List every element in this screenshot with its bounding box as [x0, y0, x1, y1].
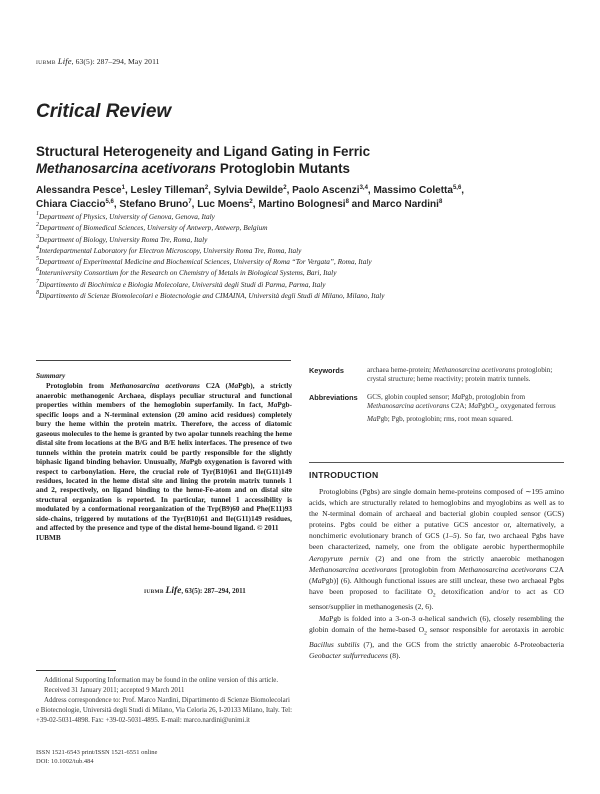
- section-type: Critical Review: [36, 101, 172, 122]
- summary-heading: Summary: [36, 371, 66, 380]
- issn: ISSN 1521-6543 print/ISSN 1521-6551 online: [36, 749, 158, 756]
- intro-paragraph-1: Protoglobins (Pgbs) are single domain heme-proteins composed of ∼195 amino acids, which are structurally related to hemoglobins and myoglobins as well as to the N-terminal domain of archaeal and bacterial globin coupled sensor (GCS) proteins. Pgbs could be either a putative GCS ancestor or, alternatively, a nonchimeric evolutionary branch of GCS (1–5). So far, two archaeal Pgbs have been characterized, namely, one from the obligate aerobic hyperthermophile Aeropyrum pernix (2) and one from the strictly anaerobic methanogen Methanosarcina acetivorans [protoglobin from Methanosarcina acetivorans C2A (MaPgb)] (6). Although functional issues are still unclear, these two archaeal Pgbs have been proposed to facilitate $O_2$ detoxification and/or to act as CO sensor/supplier in methanogenesis (2, 6).: [309, 487, 564, 612]
- author-line-1: Alessandra Pesce$^1$, Lesley Tilleman$^2$, Sylvia Dewilde$^2$, Paolo Ascenzi$^{3,4}$, Massimo Coletta$^{5,6}$,: [36, 185, 465, 196]
- abbreviations-text: GCS, globin coupled sensor; MaPgb, protoglobin from Methanosarcina acetivorans C2A; MaPgbO$_2$, oxygenated ferrous MaPgb; Pgb, protoglobin; rms, root mean squared.: [367, 392, 556, 424]
- author-affiliation-ref: 5,6: [105, 198, 114, 205]
- author-affiliation-ref: 2: [249, 198, 253, 205]
- title-line-2: [36, 160, 564, 177]
- affiliation: $^7$Dipartimento di Biochimica e Biologia Molecolare, Università degli Studi di Parma, Parma, Italy: [36, 278, 326, 289]
- author-name: Martino Bolognesi: [258, 198, 346, 210]
- author-affiliation-ref: 2: [204, 185, 209, 191]
- journal-header: [36, 56, 160, 66]
- doi: DOI: 10.1002/iub.484: [36, 757, 94, 765]
- author-affiliation-ref: 2: [283, 185, 287, 191]
- title-species: Methanosarcina acetivorans: [36, 161, 217, 176]
- author-affiliation-ref: 8: [345, 198, 349, 205]
- author-name: Paolo Ascenzi: [292, 185, 360, 196]
- author-name: Massimo Coletta: [373, 185, 453, 196]
- affiliation: $^8$Dipartimento di Scienze Biomolecolari e Biotecnologie and CIMAINA, Università degli Studi di Milano, Milano, Italy: [36, 290, 385, 301]
- affiliation: $^3$Department of Biology, University Roma Tre, Roma, Italy: [36, 233, 208, 244]
- keywords-label: Keywords: [309, 366, 344, 375]
- footnotes: [36, 676, 292, 726]
- author-affiliation-ref: 8: [438, 198, 443, 205]
- affiliation: $^2$Department of Biomedical Sciences, University of Antwerp, Antwerp, Belgium: [36, 222, 268, 233]
- author-affiliation-ref: 7: [188, 198, 192, 205]
- affiliation: $^4$Interdepartmental Laboratory for Electron Microscopy, University Roma Tre, Roma, Italy: [36, 244, 302, 255]
- title-line-1: Structural Heterogeneity and Ligand Gating in Ferric: [36, 144, 371, 159]
- author-affiliation-ref: 3,4: [359, 185, 368, 191]
- summary-section: [36, 371, 292, 542]
- author-name: Lesley Tilleman: [130, 185, 205, 196]
- copyright: © 2011: [257, 523, 279, 533]
- journal-name: IUBMB: [36, 60, 56, 66]
- footnote-received: Received 31 January 2011; accepted 9 March 2011: [44, 686, 185, 694]
- affiliation: $^6$Interuniversity Consortium for the Research on Chemistry of Metals in Biological Systems, Bari, Italy: [36, 267, 337, 278]
- summary-citation: IUBMB Life, 63(5): 287–294, 2011: [144, 586, 246, 596]
- summary-end: IUBMB: [36, 532, 61, 542]
- affiliation: $^1$Department of Physics, University of Genova, Genova, Italy: [36, 211, 215, 221]
- keywords-rule: [309, 462, 564, 463]
- journal-life: Life: [57, 56, 72, 66]
- issn-block: [36, 749, 157, 767]
- author-name: Sylvia Dewilde: [213, 185, 284, 196]
- affiliation-list: [36, 211, 576, 301]
- introduction-body: [309, 486, 564, 661]
- footnote-supporting-info: Additional Supporting Information may be found in the online version of this article.: [44, 677, 279, 684]
- introduction-heading: INTRODUCTION: [309, 470, 379, 480]
- affiliation: $^5$Department of Experimental Medicine and Biochemical Sciences, University of Roma “Tor Vergata”, Roma, Italy: [36, 256, 372, 267]
- title-rest: Protoglobin Mutants: [216, 161, 350, 176]
- author-name: Alessandra Pesce: [36, 185, 122, 196]
- article-title: [36, 143, 564, 177]
- abbreviations-label: Abbreviations: [309, 392, 358, 402]
- author-name: Chiara Ciaccio: [36, 198, 106, 210]
- author-name: Marco Nardini: [372, 198, 439, 210]
- keywords-block: [309, 366, 564, 432]
- author-name: Stefano Bruno: [119, 198, 189, 210]
- author-name: Luc Moens: [197, 198, 250, 210]
- abbreviations-row: [309, 393, 564, 425]
- author-affiliation-ref: 1: [121, 185, 125, 191]
- journal-citation: , 63(5): 287–294, May 2011: [71, 57, 160, 66]
- author-list: [36, 184, 576, 211]
- summary-text: Protoglobin from Methanosarcina acetivorans C2A (MaPgb), a strictly anaerobic methanogenic Archaea, displays peculiar structural and functional properties within members of the hemoglobin superfamily. In fact, MaPgb-specific loops and a N-terminal extension (20 amino acid residues) completely bury the heme within the protein matrix. Therefore, the access of diatomic gaseous molecules to the heme is granted by two apolar tunnels reaching the heme distal site from locations at the B/G and B/E helix interfaces. The presence of two tunnels within the protein matrix could be partly responsible for the slightly biphasic ligand binding behavior. Unusually, MaPgb oxygenation is favored with respect to carbonylation. Here, the crucial role of Tyr(B10)61 and Ile(G11)149 residues, located in the heme distal site and lining the protein matrix tunnels 1 and 2, respectively, on ligand binding to the heme-Fe-atom and on distal site structural organization is reported. In particular, tunnel 1 accessibility is modulated by a conformational reorganization of the Trp(B9)60 and Phe(E11)93 side-chains, triggered by mutations of the Tyr(B10)61 and Ile(G11)149 residues, and affected by the presence and type of the distal heme-bound ligand. © 2011: [36, 381, 292, 533]
- footnote-correspondence: Address correspondence to: Prof. Marco Nardini, Dipartimento di Scienze Biomolecolari e Biotecnologie, Università degli Studi di Milano, Via Celoria 26, I-20133 Milano, Italy. Tel: +39-02-5031-4898. Fax: +39-02-5031-4895. E-mail: marco.nardini@unimi.it: [36, 696, 292, 724]
- keywords-text: archaea heme-protein; Methanosarcina acetivorans protoglobin; crystal structure; heme reactivity; protein matrix tunnels.: [367, 366, 553, 384]
- keywords-row: [309, 366, 564, 385]
- intro-paragraph-2: MaPgb is folded into a 3-on-3 α-helical sandwich (6), closely resembling the globin domain of the heme-based $O_2$ sensor responsible for aerotaxis in aerobic Bacillus subtilis (7), and the GCS from the strictly anaerobic δ-Proteobacteria Geobacter sulfurreducens (8).: [309, 613, 565, 661]
- column-divider: [36, 360, 291, 361]
- author-line-2: Chiara Ciaccio$^{5,6}$, Stefano Bruno$^7$, Luc Moens$^2$, Martino Bolognesi$^8$ and Marco Nardini$^8$: [36, 198, 443, 210]
- footnote-rule: [36, 670, 116, 671]
- author-affiliation-ref: 5,6: [452, 185, 462, 191]
